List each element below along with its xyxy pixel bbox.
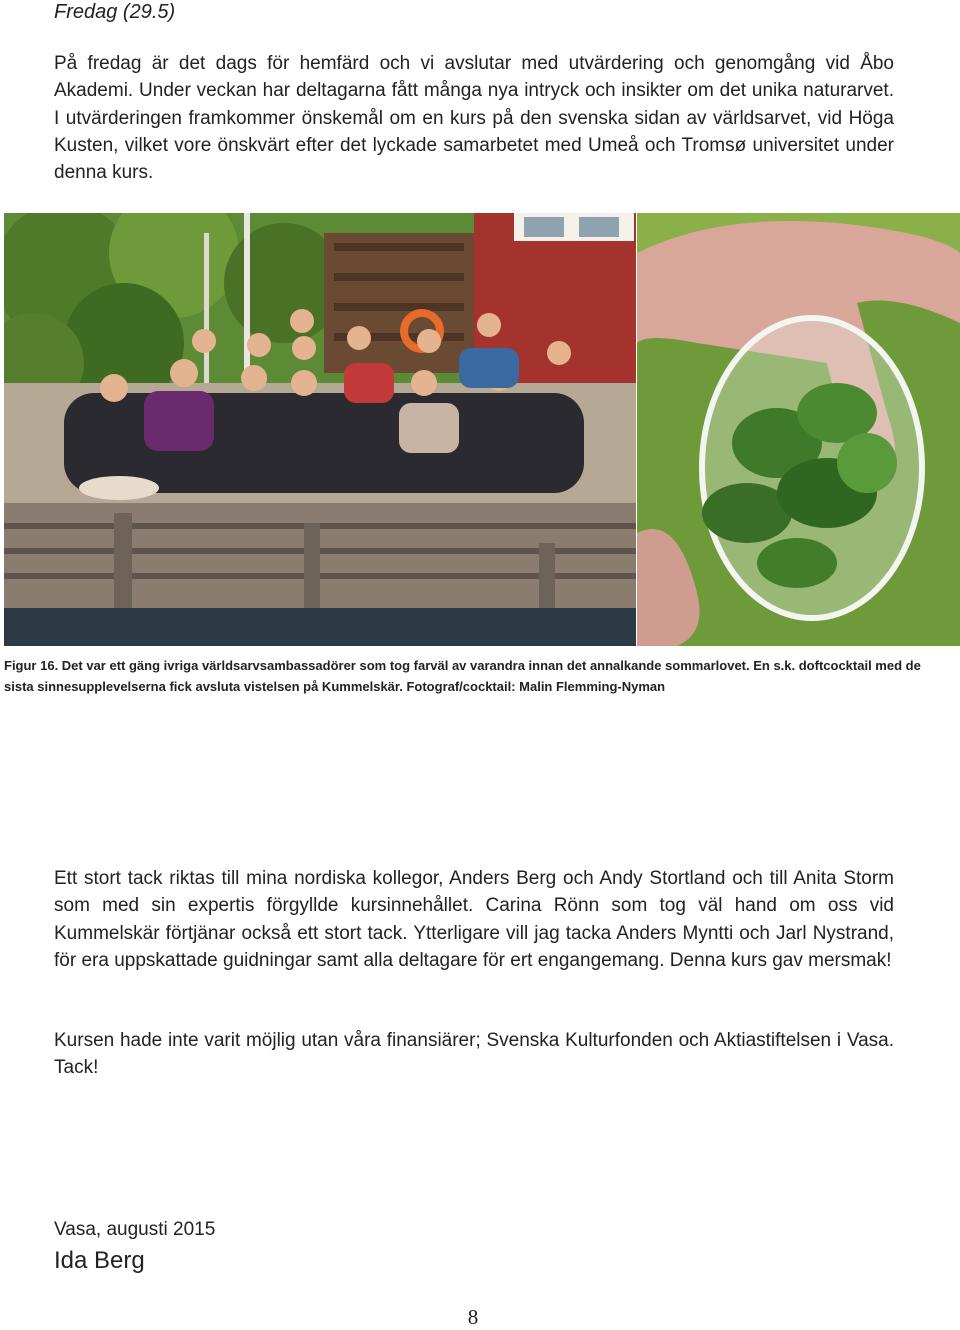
group-photo-illustration <box>4 213 636 646</box>
cocktail-photo-illustration <box>637 213 960 646</box>
author-name: Ida Berg <box>54 1247 145 1274</box>
section-heading: Fredag (29.5) <box>54 1 176 23</box>
paragraph-thanks: Ett stort tack riktas till mina nordiska kollegor, Anders Berg och Andy Stortland och till Anita Storm som med sin expertis förgyllde kursinnehållet. Carina Rönn som tog väl hand om oss vid Kummelskär förtjänar också ett stort tack. Ytterligare vill jag tacka Anders Myntti och Jarl Nystrand, för era uppskattade guidningar samt alla deltagare för ert engangemang. Denna kurs gav mersmak! <box>54 868 894 971</box>
group-photo <box>4 213 636 646</box>
place-date: Vasa, augusti 2015 <box>54 1219 216 1240</box>
dog <box>79 476 159 500</box>
page-number: 8 <box>467 1305 479 1329</box>
paragraph-funders: Kursen hade inte varit möjlig utan våra finansiärer; Svenska Kulturfonden och Aktiastiftelsen i Vasa. Tack! <box>54 1030 894 1079</box>
water <box>4 608 636 646</box>
paragraph-intro: På fredag är det dags för hemfärd och vi avslutar med utvärdering och genomgång vid Åbo Akademi. Under veckan har deltagarna fått många nya intryck och insikter om det unika naturarvet. I utvärderingen framkommer önskemål om en kurs på den svenska sidan av världsarvet, vid Höga Kusten, vilket vore önskvärt efter det lyckade samarbetet med Umeå och Tromsø universitet under denna kurs. <box>54 53 894 184</box>
figure-caption: Figur 16. Det var ett gäng ivriga världsarvsambassadörer som tog farväl av varandra innan det annalkande sommarlovet. En s.k. doftcocktail med de sista sinnesupplevelserna fick avsluta vistelsen på Kummelskär. Fotograf/cocktail: Malin Flemming-Nyman <box>4 658 921 694</box>
cocktail-photo <box>637 213 960 646</box>
